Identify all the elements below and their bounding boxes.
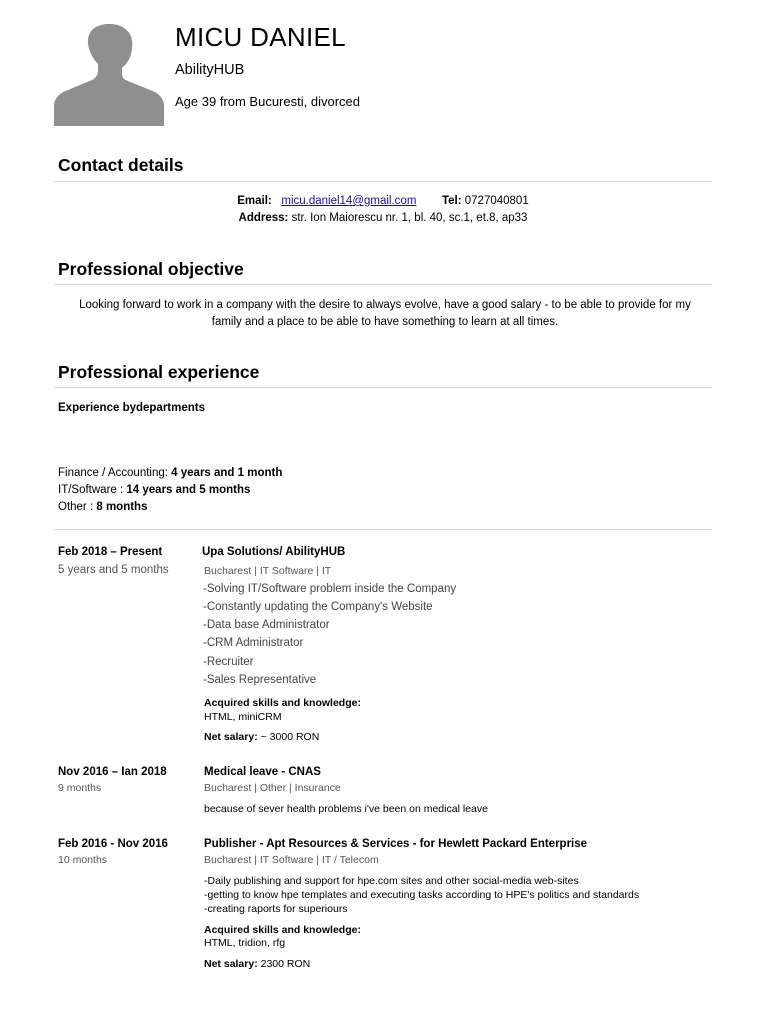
job-duty: -Daily publishing and support for hpe.com sites and other social-media web-sites <box>204 875 579 887</box>
salary-value: ~ 3000 RON <box>257 731 320 743</box>
job-period: Nov 2016 – Ian 2018 <box>58 766 167 778</box>
job-location: Bucharest | IT Software | IT <box>204 565 332 577</box>
skills-label: Acquired skills and knowledge: <box>204 924 361 936</box>
address-value: str. Ion Maiorescu nr. 1, bl. 40, sc.1, et.8, ap33 <box>291 212 528 224</box>
job-location: Bucharest | Other | Insurance <box>204 782 341 794</box>
job-duty: -creating raports for superiours <box>204 903 348 915</box>
job-duty: -Constantly updating the Company's Website <box>203 601 433 613</box>
contact-address-line <box>54 212 712 224</box>
job-duty: -getting to know hpe templates and executing tasks according to HPE's politics and standards <box>204 889 640 901</box>
department-other <box>58 501 147 513</box>
profile-avatar-icon <box>54 24 164 126</box>
department-label: Other : <box>58 501 94 513</box>
section-divider <box>54 529 712 530</box>
job-period: Feb 2018 – Present <box>58 546 163 558</box>
job-period: Feb 2016 - Nov 2016 <box>58 838 168 850</box>
skills-label: Acquired skills and knowledge: <box>204 697 361 709</box>
section-divider <box>54 284 712 285</box>
job-duration: 5 years and 5 months <box>58 564 169 576</box>
objective-heading: Professional objective <box>58 259 244 279</box>
email-link[interactable]: micu.daniel14@gmail.com <box>281 195 417 207</box>
skills-value: HTML, tridion, rfg <box>204 937 286 949</box>
salary-label: Net salary: <box>204 958 258 970</box>
section-divider <box>54 181 712 182</box>
job-duration: 10 months <box>58 854 108 866</box>
department-value: 8 months <box>96 501 148 513</box>
contact-details-heading: Contact details <box>58 155 184 175</box>
job-location: Bucharest | IT Software | IT / Telecom <box>204 854 379 866</box>
salary-value: 2300 RON <box>257 958 311 970</box>
contact-email-tel-line <box>54 195 712 207</box>
department-finance <box>58 467 282 479</box>
age-line: Age 39 from Bucuresti, divorced <box>175 94 360 109</box>
net-salary <box>204 731 319 743</box>
tel-label: Tel: <box>441 195 462 207</box>
department-label: IT/Software : <box>58 484 124 496</box>
candidate-name: MICU DANIEL <box>175 22 346 52</box>
objective-text: Looking forward to work in a company with the desire to always evolve, have a good salary - to be able to provide for my family and a place to be able to have something to learn at all times. <box>79 299 691 328</box>
tel-value: 0727040801 <box>464 195 529 207</box>
job-duty: -Solving IT/Software problem inside the Company <box>203 583 457 595</box>
job-duty: -Recruiter <box>203 656 254 668</box>
job-title: Upa Solutions/ AbilityHUB <box>202 546 346 558</box>
salary-label: Net salary: <box>204 731 258 743</box>
current-company: AbilityHUB <box>175 62 245 78</box>
job-duty: -Sales Representative <box>203 674 317 686</box>
department-value: 14 years and 5 months <box>126 484 251 496</box>
department-value: 4 years and 1 month <box>171 467 283 479</box>
net-salary <box>204 958 310 970</box>
address-label: Address: <box>238 212 289 224</box>
department-it <box>58 484 250 496</box>
job-title: Publisher - Apt Resources & Services - for Hewlett Packard Enterprise <box>204 838 588 850</box>
department-label: Finance / Accounting: <box>58 467 168 479</box>
job-duty: -CRM Administrator <box>203 637 304 649</box>
skills-value: HTML, miniCRM <box>204 711 282 723</box>
job-title: Medical leave - CNAS <box>204 766 321 778</box>
job-duration: 9 months <box>58 782 102 794</box>
section-divider <box>54 387 712 388</box>
experience-heading: Professional experience <box>58 362 260 382</box>
job-duty: -Data base Administrator <box>203 619 330 631</box>
email-label: Email: <box>237 195 272 207</box>
experience-by-departments-title: Experience bydepartments <box>58 402 206 414</box>
job-note: because of sever health problems i've been on medical leave <box>204 803 488 815</box>
